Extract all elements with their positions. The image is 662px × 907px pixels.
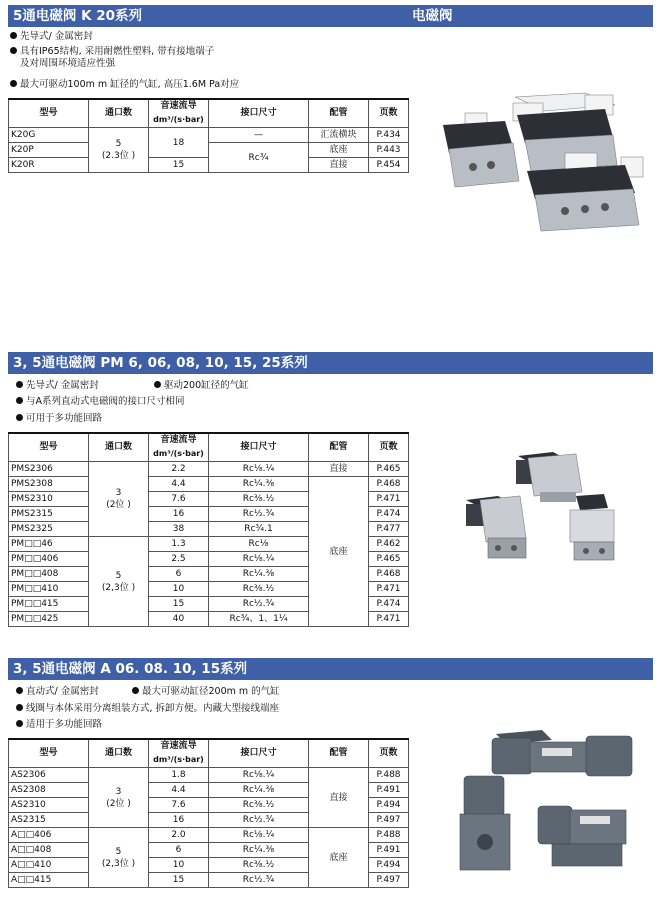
section3-title: 3, 5通电磁阀 A 06. 08. 10, 15系列	[13, 661, 248, 677]
section2-title: 3, 5通电磁阀 PM 6, 06, 08, 10, 15, 25系列	[13, 355, 308, 371]
piping-cell: 底座	[309, 477, 369, 627]
table-row: PM□□425 40 Rc¾、1、1¼ P.471	[9, 612, 409, 627]
col-header-model: 型号	[9, 99, 89, 128]
bullet-dot-icon	[16, 720, 23, 727]
col-header-port-size: 接口尺寸	[209, 433, 309, 462]
bullet-dot-icon	[154, 381, 161, 388]
section1-bullet-1: 先导式/ 金属密封	[10, 31, 93, 43]
bullet-dot-icon	[16, 704, 23, 711]
table-row: PM□□415 15 Rc½.¾ P.474	[9, 597, 409, 612]
table-row: PMS2308 4.4 Rc¼.⅜ 底座 P.468	[9, 477, 409, 492]
bullet-dot-icon	[132, 687, 139, 694]
col-header-piping: 配管	[309, 99, 369, 128]
section2-bullet-3: 与A系列直动式电磁阀的接口尺寸相同	[16, 396, 185, 408]
table-row: K20R 15 直接 P.454	[9, 158, 409, 173]
col-header-page: 页数	[369, 739, 409, 768]
ports-cell: 5 (2,3位 )	[89, 828, 149, 888]
col-header-piping: 配管	[309, 433, 369, 462]
section1-bullet-2b: 及对周围环境适应性强	[20, 58, 116, 69]
section1-table	[8, 98, 409, 173]
col-header-flow: 音速流导 dm³/(s·bar)	[149, 99, 209, 128]
table-row: K20G 5 (2.3位 ) 18 — 汇流横块 P.434	[9, 128, 409, 143]
col-header-page: 页数	[369, 433, 409, 462]
col-header-ports: 通口数	[89, 433, 149, 462]
table-row: PM□□408 6 Rc¼.⅜ P.468	[9, 567, 409, 582]
col-header-page: 页数	[369, 99, 409, 128]
section2-bullet-4: 可用于多功能回路	[16, 413, 102, 425]
table-row: PM□□46 5 (2,3位 ) 1.3 Rc⅛ P.462	[9, 537, 409, 552]
k20-valve-product-image	[435, 85, 650, 235]
section2-table	[8, 432, 409, 627]
section3-banner	[8, 658, 653, 680]
col-header-model: 型号	[9, 739, 89, 768]
col-header-model: 型号	[9, 433, 89, 462]
bullet-dot-icon	[16, 381, 23, 388]
section1-banner	[8, 5, 653, 27]
bullet-dot-icon	[10, 47, 17, 54]
piping-cell: 直接	[309, 768, 369, 828]
table-row: A□□415 15 Rc½.¾ P.497	[9, 873, 409, 888]
table-row: A□□406 5 (2,3位 ) 2.0 Rc⅛.¼ 底座 P.488	[9, 828, 409, 843]
piping-cell: 底座	[309, 828, 369, 888]
col-header-port-size: 接口尺寸	[209, 739, 309, 768]
bullet-dot-icon	[16, 414, 23, 421]
table-row: AS2308 4.4 Rc¼.⅜ P.491	[9, 783, 409, 798]
section1-bullet-2: 具有IP65结构, 采用耐燃性塑料, 带有接地端子	[10, 46, 214, 58]
table-row: A□□410 10 Rc⅜.½ P.494	[9, 858, 409, 873]
section1-bullet-3: 最大可驱动100m m 缸径的气缸, 高压1.6M Pa对应	[10, 79, 239, 91]
section2-bullet-2: 驱动200缸径的气缸	[154, 380, 249, 392]
section3-bullet-3: 线圈与本体采用分离组装方式, 拆卸方便。内藏大型接线端座	[16, 703, 279, 715]
section1-category: 电磁阀	[412, 8, 453, 24]
col-header-flow: 音速流导 dm³/(s·bar)	[149, 433, 209, 462]
table-row: AS2315 16 Rc½.¾ P.497	[9, 813, 409, 828]
table-row: AS2310 7.6 Rc⅜.½ P.494	[9, 798, 409, 813]
table-row: PM□□406 2.5 Rc⅛.¼ P.465	[9, 552, 409, 567]
col-header-ports: 通口数	[89, 739, 149, 768]
bullet-dot-icon	[16, 687, 23, 694]
table-row: PMS2325 38 Rc¾.1 P.477	[9, 522, 409, 537]
section2-bullet-1: 先导式/ 金属密封	[16, 380, 99, 392]
section2-banner	[8, 352, 653, 374]
a-series-valve-product-image	[452, 726, 642, 876]
table-row: PMS2306 3 (2位 ) 2.2 Rc⅛.¼ 直接 P.465	[9, 462, 409, 477]
section3-bullet-2: 最大可驱动缸径200m m 的气缸	[132, 686, 280, 698]
bullet-dot-icon	[10, 32, 17, 39]
section3-table	[8, 738, 409, 888]
table-row: A□□408 6 Rc¼.⅜ P.491	[9, 843, 409, 858]
table-row: AS2306 3 (2位 ) 1.8 Rc⅛.¼ 直接 P.488	[9, 768, 409, 783]
section3-bullet-4: 适用于多功能回路	[16, 719, 102, 731]
table-row: K20P Rc¾ 底座 P.443	[9, 143, 409, 158]
col-header-port-size: 接口尺寸	[209, 99, 309, 128]
pm-valve-product-image	[458, 448, 628, 573]
table-row: PMS2315 16 Rc½.¾ P.474	[9, 507, 409, 522]
section3-bullet-1: 直动式/ 金属密封	[16, 686, 99, 698]
col-header-ports: 通口数	[89, 99, 149, 128]
col-header-flow: 音速流导 dm³/(s·bar)	[149, 739, 209, 768]
section1-title: 5通电磁阀 K 20系列	[13, 8, 143, 24]
bullet-dot-icon	[16, 397, 23, 404]
ports-cell: 3 (2位 )	[89, 768, 149, 828]
ports-cell: 5 (2.3位 )	[89, 128, 149, 173]
ports-cell: 5 (2,3位 )	[89, 537, 149, 627]
table-row: PMS2310 7.6 Rc⅜.½ P.471	[9, 492, 409, 507]
ports-cell: 3 (2位 )	[89, 462, 149, 537]
table-row: PM□□410 10 Rc⅜.½ P.471	[9, 582, 409, 597]
col-header-piping: 配管	[309, 739, 369, 768]
bullet-dot-icon	[10, 80, 17, 87]
